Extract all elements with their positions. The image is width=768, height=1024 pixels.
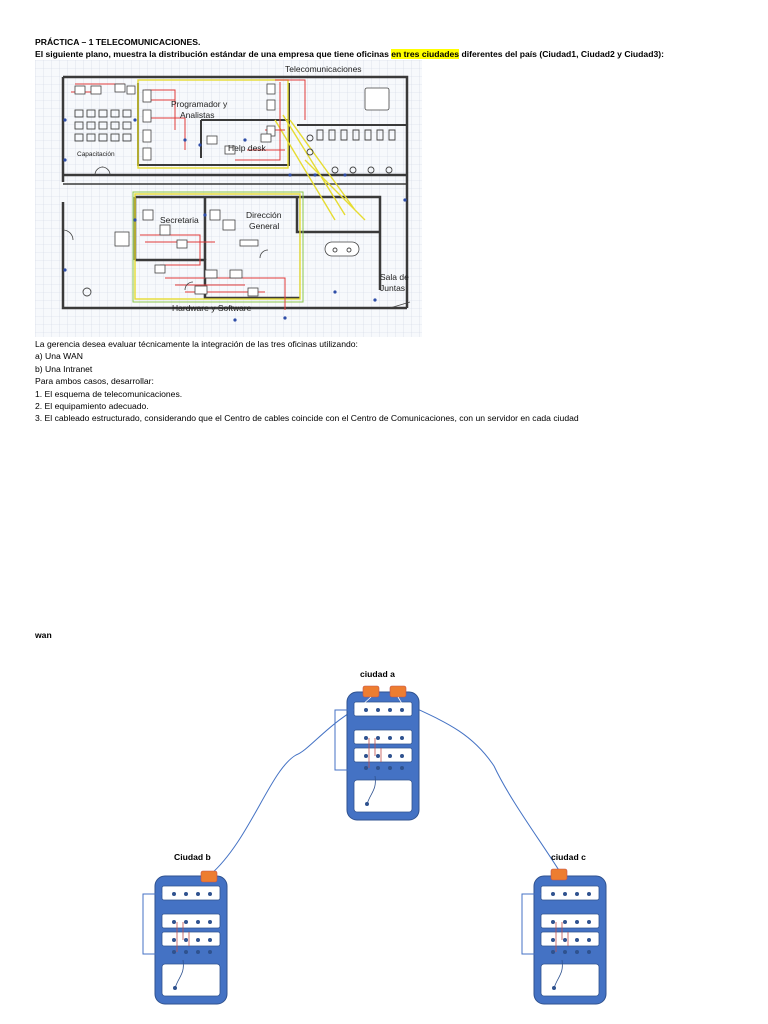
room-label-meeting-2: Juntas — [380, 283, 406, 293]
page-title: PRÁCTICA – 1 TELECOMUNICACIONES. — [35, 37, 201, 47]
room-label-programmers-1: Programador y — [171, 99, 228, 109]
wan-label: wan — [35, 630, 52, 640]
task-both: Para ambos casos, desarrollar: — [35, 376, 154, 387]
router-city-a-2 — [390, 686, 406, 697]
intro-text-end: diferentes del país (Ciudad1, Ciudad2 y Ciudad3): — [459, 49, 664, 59]
rack-city-c — [522, 876, 606, 1004]
city-c-label: ciudad c — [551, 852, 586, 862]
room-label-hardware: Hardware y Software — [172, 303, 252, 313]
router-city-c — [551, 869, 567, 880]
room-label-meeting-1: Sala de — [380, 272, 409, 282]
task-option-b: b) Una Intranet — [35, 363, 93, 374]
rack-city-b — [143, 876, 227, 1004]
task-list — [35, 338, 579, 425]
rack-city-a — [335, 692, 419, 820]
task-item-1: 1. El esquema de telecomunicaciones. — [35, 388, 183, 399]
router-city-b — [201, 871, 217, 882]
room-label-direction-2: General — [249, 221, 280, 231]
wan-diagram — [0, 650, 768, 1024]
floor-plan — [35, 60, 422, 337]
room-label-secretary: Secretaria — [160, 215, 199, 225]
router-city-a-1 — [363, 686, 379, 697]
room-label-direction-1: Dirección — [246, 210, 282, 220]
task-question: La gerencia desea evaluar técnicamente la integración de las tres oficinas utilizando: — [35, 339, 358, 349]
room-label-programmers-2: Analistas — [180, 110, 215, 120]
room-label-training: Capacitación — [77, 151, 115, 158]
room-label-helpdesk: Help desk — [228, 143, 266, 153]
intro-text — [35, 49, 664, 59]
intro-highlight: en tres ciudades — [391, 49, 460, 59]
task-option-a: a) Una WAN — [35, 351, 83, 362]
city-a-label: ciudad a — [360, 669, 395, 679]
room-label-telecom: Telecomunicaciones — [285, 64, 362, 74]
task-item-2: 2. El equipamiento adecuado. — [35, 401, 149, 412]
task-item-3: 3. El cableado estructurado, considerando que el Centro de cables coincide con el Centro de Comunicaciones, con un servidor en cada ciudad — [35, 413, 579, 424]
intro-text-start: El siguiente plano, muestra la distribución estándar de una empresa que tiene oficinas — [35, 49, 392, 59]
city-b-label: Ciudad b — [174, 852, 211, 862]
